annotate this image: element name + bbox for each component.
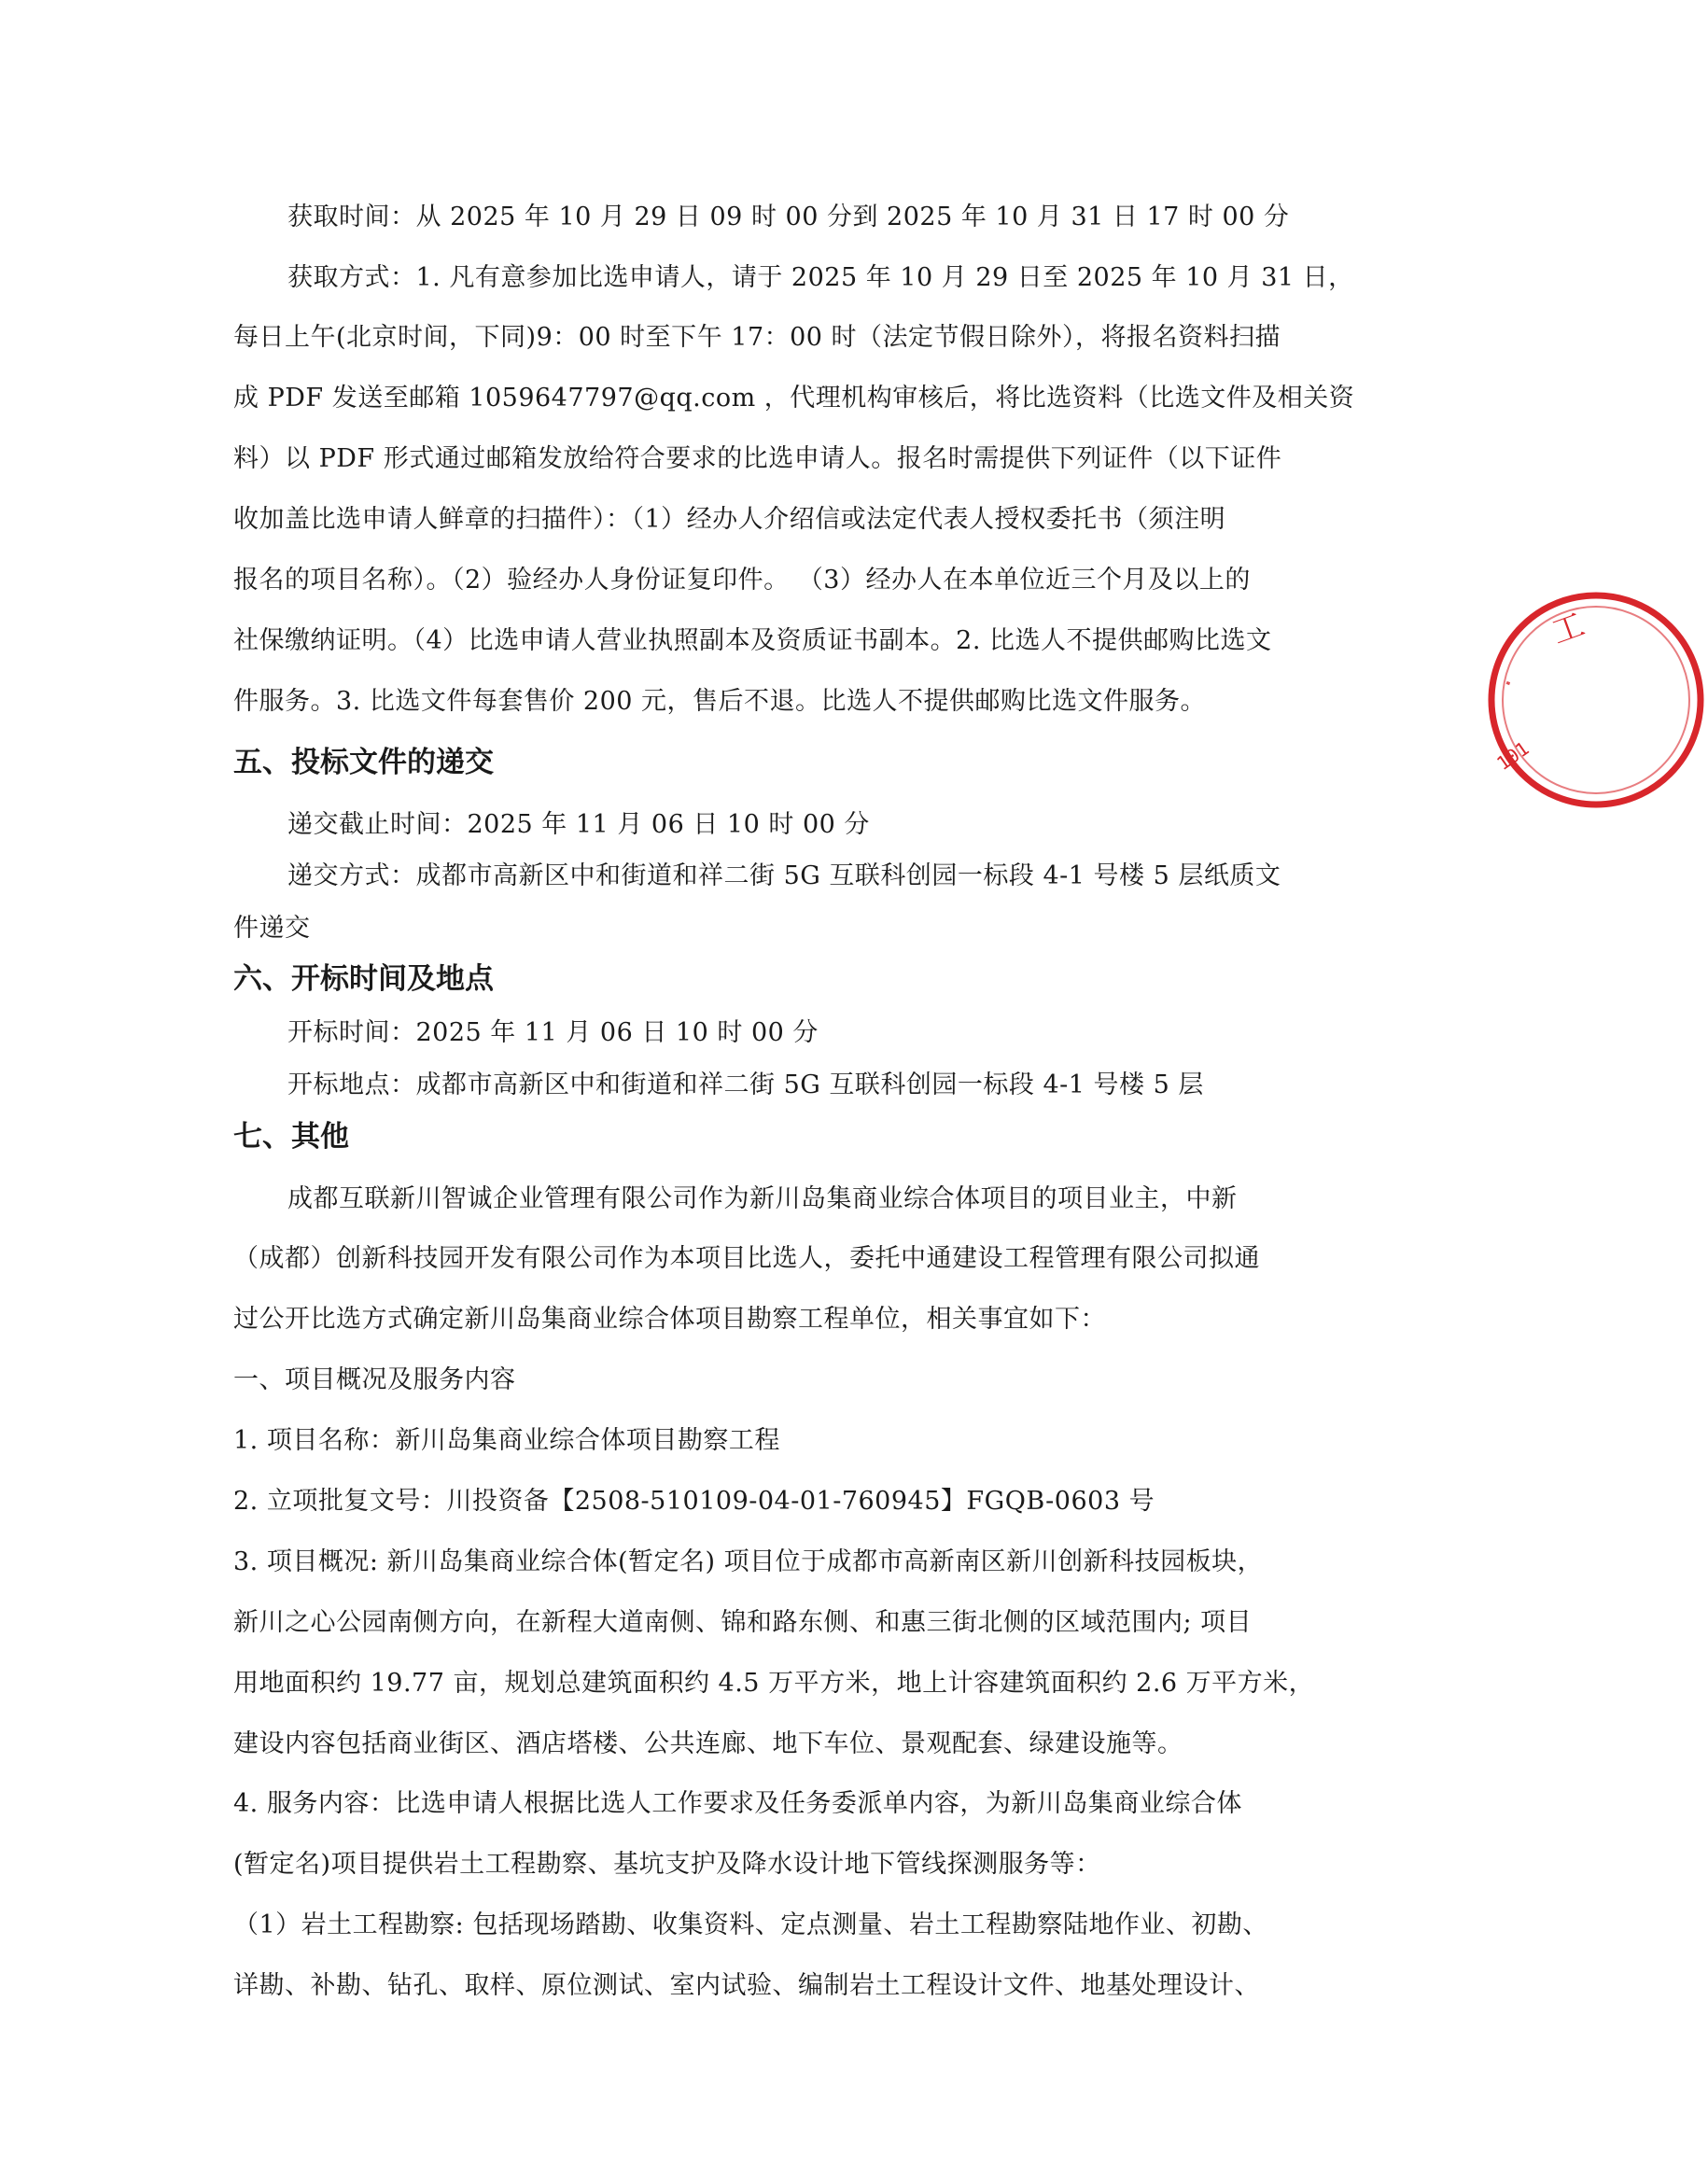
body-line: (暂定名)项目提供岩土工程勘察、基坑支护及降水设计地下管线探测服务等：: [233, 1850, 1101, 1879]
section-heading-opening: 六、开标时间及地点: [233, 962, 494, 996]
body-line: 件递交: [233, 914, 311, 943]
section-heading-submission: 五、投标文件的递交: [233, 746, 494, 779]
body-line: 报名的项目名称）。（2）验经办人身份证复印件。 （3）经办人在本单位近三个月及以上的: [233, 566, 1251, 595]
body-line: 成都互联新川智诚企业管理有限公司作为新川岛集商业综合体项目的项目业主，中新: [287, 1184, 1238, 1213]
body-line: （成都）创新科技园开发有限公司作为本项目比选人，委托中通建设工程管理有限公司拟通: [233, 1244, 1260, 1273]
body-line: 收加盖比选申请人鲜章的扫描件）：（1）经办人介绍信或法定代表人授权委托书（须注明: [233, 505, 1226, 534]
red-seal: [1484, 588, 1708, 812]
body-line: （1）岩土工程勘察: 包括现场踏勘、收集资料、定点测量、岩土工程勘察陆地作业、初勘、: [233, 1910, 1268, 1939]
submission-deadline-line: 递交截止时间：2025 年 11 月 06 日 10 时 00 分: [287, 810, 870, 839]
seal-text: 工: [1547, 606, 1590, 652]
seal-inner-ring: [1503, 607, 1689, 793]
body-line: 用地面积约 19.77 亩，规划总建筑面积约 4.5 万平方米，地上计容建筑面积约 2.6 万平方米，: [233, 1669, 1315, 1698]
body-line: 过公开比选方式确定新川岛集商业综合体项目勘察工程单位，相关事宜如下：: [233, 1305, 1106, 1334]
project-name-line: 1. 项目名称：新川岛集商业综合体项目勘察工程: [233, 1426, 780, 1455]
body-line: 新川之心公园南侧方向，在新程大道南侧、锦和路东侧、和惠三街北侧的区域范围内; 项目: [233, 1608, 1253, 1637]
body-line: 3. 项目概况: 新川岛集商业综合体(暂定名) 项目位于成都市高新南区新川创新科技园板块，: [233, 1547, 1264, 1576]
body-line: 详勘、补勘、钻孔、取样、原位测试、室内试验、编制岩土工程设计文件、地基处理设计、: [233, 1971, 1260, 2000]
subsection-heading-overview: 一、项目概况及服务内容: [233, 1365, 516, 1394]
opening-location-line: 开标地点：成都市高新区中和街道和祥二街 5G 互联科创园一标段 4-1 号楼 5 层: [287, 1071, 1204, 1099]
body-line: 社保缴纳证明。（4）比选申请人营业执照副本及资质证书副本。2. 比选人不提供邮购比选文: [233, 626, 1272, 655]
body-line: 成 PDF 发送至邮箱 1059647797@qq.com ，代理机构审核后，将比选资料（比选文件及相关资: [233, 384, 1355, 413]
body-line: 料）以 PDF 形式通过邮箱发放给符合要求的比选申请人。报名时需提供下列证件（以下证件: [233, 444, 1282, 473]
approval-number-line: 2. 立项批复文号：川投资备【2508-510109-04-01-760945】FGQB-0603 号: [233, 1487, 1155, 1516]
section-heading-other: 七、其他: [233, 1120, 349, 1154]
seal-text-glyph: ·: [1491, 673, 1526, 693]
body-line: 4. 服务内容：比选申请人根据比选人工作要求及任务委派单内容，为新川岛集商业综合体: [233, 1789, 1242, 1818]
body-line: 每日上午(北京时间，下同)9：00 时至下午 17：00 时（法定节假日除外），将报名资料扫描: [233, 323, 1281, 352]
seal-outer-ring: [1491, 595, 1701, 805]
submission-method-line: 递交方式：成都市高新区中和街道和祥二街 5G 互联科创园一标段 4-1 号楼 5 层纸质文: [287, 861, 1281, 890]
acquire-method-line: 获取方式：1. 凡有意参加比选申请人，请于 2025 年 10 月 29 日至 2025 年 10 月 31 日，: [287, 263, 1354, 292]
acquire-time-line: 获取时间：从 2025 年 10 月 29 日 09 时 00 分到 2025 年 10 月 31 日 17 时 00 分: [287, 203, 1290, 231]
seal-number: 101: [1492, 736, 1533, 776]
body-line: 建设内容包括商业街区、酒店塔楼、公共连廊、地下车位、景观配套、绿建设施等。: [233, 1729, 1183, 1758]
opening-time-line: 开标时间：2025 年 11 月 06 日 10 时 00 分: [287, 1018, 819, 1047]
body-line: 件服务。3. 比选文件每套售价 200 元，售后不退。比选人不提供邮购比选文件服务。: [233, 687, 1207, 716]
